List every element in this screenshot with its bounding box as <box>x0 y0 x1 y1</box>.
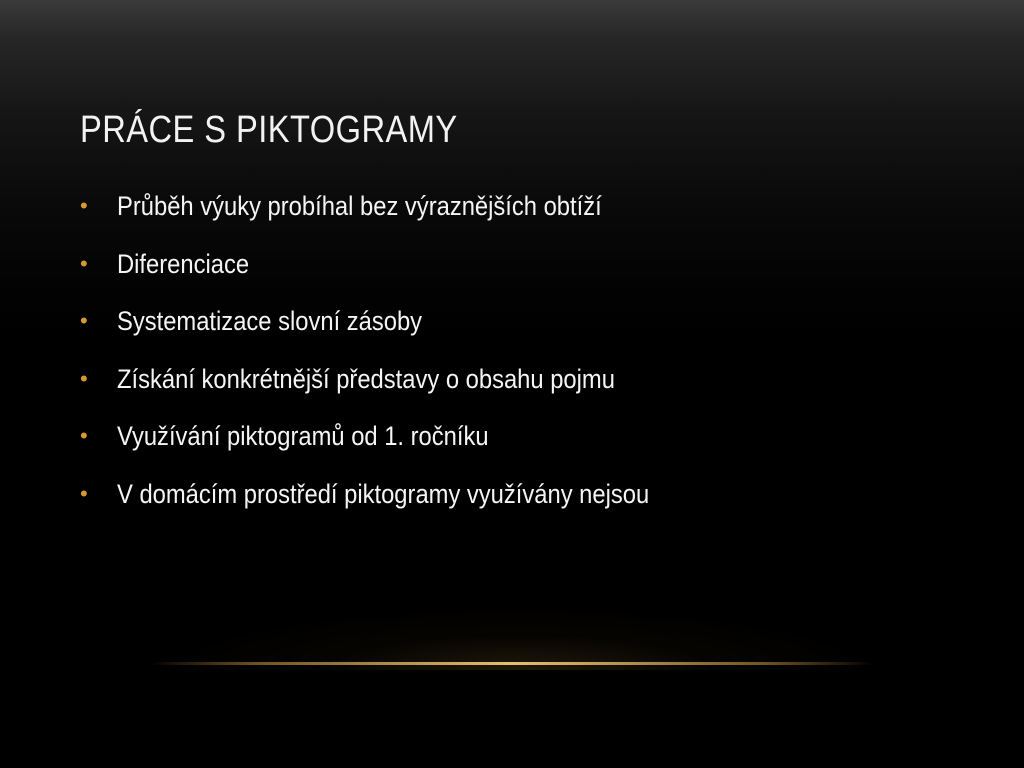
bullet-text: V domácím prostředí piktogramy využívány nejsou <box>117 478 650 509</box>
gold-accent-divider <box>150 662 874 665</box>
bullet-point-icon: • <box>80 308 88 333</box>
slide-title: PRÁCE S PIKTOGRAMY <box>80 109 458 151</box>
bullet-text: Průběh výuky probíhal bez výraznějších obtíží <box>117 191 602 221</box>
bullet-point-icon: • <box>80 480 88 506</box>
accent-glow <box>180 610 860 670</box>
bullet-point-icon: • <box>80 193 88 218</box>
bullet-point-icon: • <box>80 365 88 391</box>
bullet-point-icon: • <box>80 250 88 276</box>
bullet-text: Systematizace slovní zásoby <box>117 306 423 336</box>
bullet-text: Využívání piktogramů od 1. ročníku <box>117 421 489 451</box>
bullet-point-icon: • <box>80 423 88 448</box>
bullet-text: Získání konkrétnější představy o obsahu pojmu <box>117 363 615 394</box>
bullet-text: Diferenciace <box>117 248 250 279</box>
